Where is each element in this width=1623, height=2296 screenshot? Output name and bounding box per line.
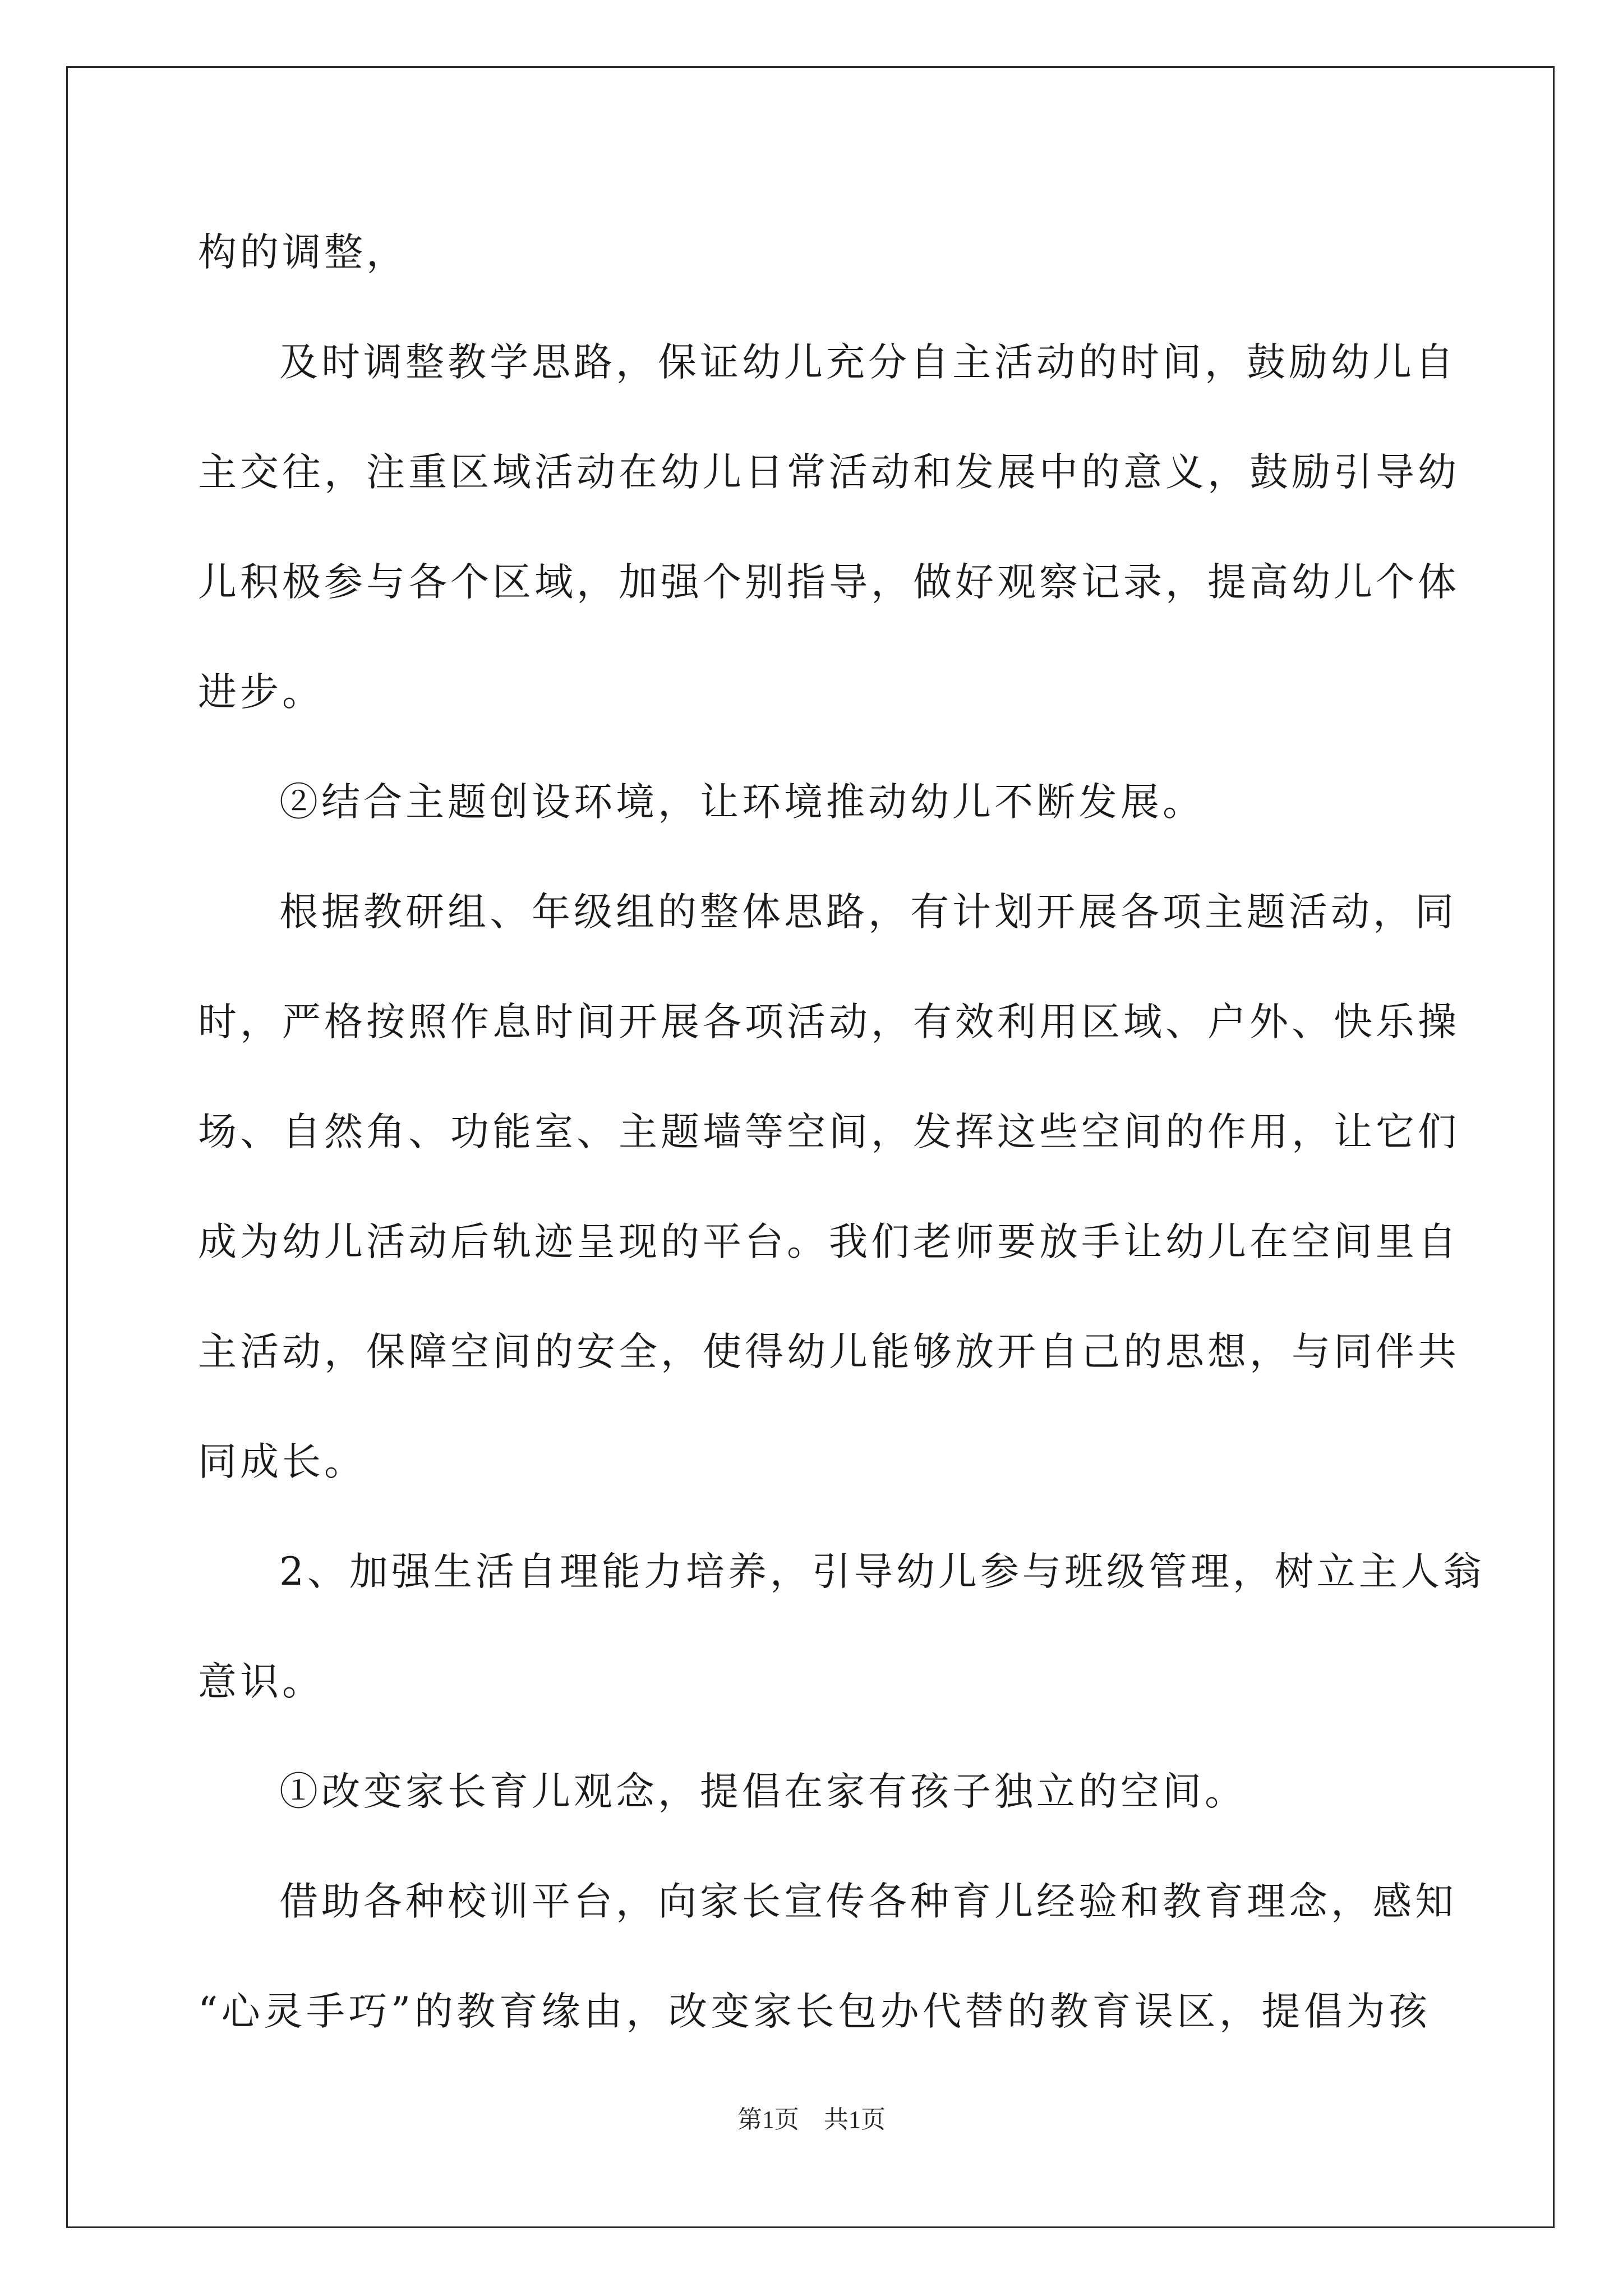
text-line: 意识。 — [198, 1659, 324, 1704]
text-line: 儿积极参与各个区域，加强个别指导，做好观察记录，提高幼儿个体 — [198, 560, 1460, 605]
text-line: 时，严格按照作息时间开展各项活动，有效利用区域、户外、快乐操 — [198, 1000, 1460, 1045]
text-line: 进步。 — [198, 670, 324, 715]
text-line: 主活动，保障空间的安全，使得幼儿能够放开自己的思想，与同伴共 — [198, 1329, 1460, 1374]
text-line: 场、自然角、功能室、主题墙等空间，发挥这些空间的作用，让它们 — [198, 1110, 1460, 1154]
text-line: 根据教研组、年级组的整体思路，有计划开展各项主题活动，同 — [279, 890, 1457, 935]
text-line: “心灵手巧”的教育缘由，改变家长包办代替的教育误区，提倡为孩 — [198, 1989, 1431, 2034]
text-line: 成为幼儿活动后轨迹呈现的平台。我们老师要放手让幼儿在空间里自 — [198, 1220, 1460, 1264]
text-line: 借助各种校训平台，向家长宣传各种育儿经验和教育理念，感知 — [279, 1879, 1457, 1924]
text-line: 构的调整， — [198, 230, 408, 275]
text-line: 同成长。 — [198, 1439, 366, 1484]
page-total: 共1页 — [824, 2106, 886, 2133]
page-number: 第1页 — [737, 2106, 799, 2133]
text-line: 2、加强生活自理能力培养，引导幼儿参与班级管理，树立主人翁 — [279, 1549, 1485, 1594]
text-line: ②结合主题创设环境，让环境推动幼儿不断发展。 — [279, 780, 1205, 825]
text-line: ①改变家长育儿观念，提倡在家有孩子独立的空间。 — [279, 1769, 1247, 1814]
page-footer — [0, 2099, 1623, 2135]
text-line: 主交往，注重区域活动在幼儿日常活动和发展中的意义，鼓励引导幼 — [198, 450, 1460, 495]
document-body — [198, 197, 1485, 2067]
text-line: 及时调整教学思路，保证幼儿充分自主活动的时间，鼓励幼儿自 — [279, 340, 1457, 385]
